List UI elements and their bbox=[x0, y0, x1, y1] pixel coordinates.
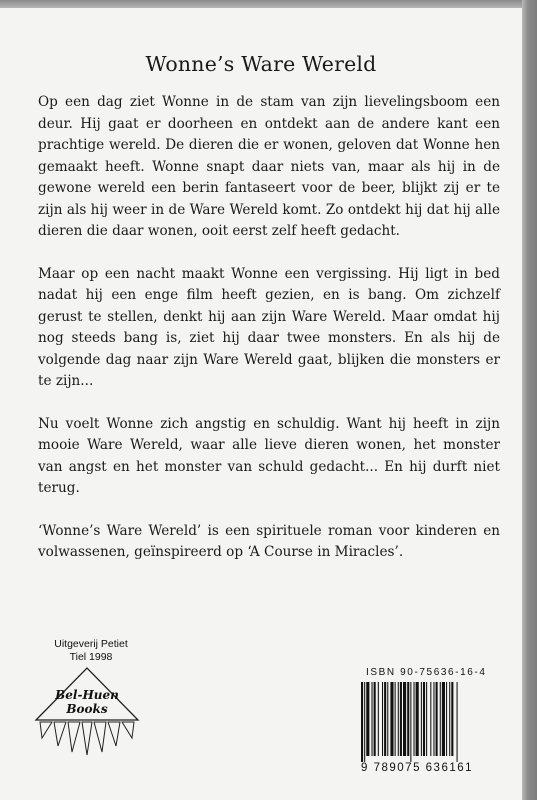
barcode-bar bbox=[407, 682, 409, 756]
blurb-paragraph-1: Op een dag ziet Wonne in de stam van zijn lievelingsboom een deur. Hij gaat er doorheen en ontdekt aan de andere kant een prachtige wereld. De dieren die er wonen, geloven dat Wonne hen gemaakt heeft. Wonne snapt daar niets van, maar als hij in de gewone wereld een berin fantaseert voor de beer, blijkt zij er te zijn als hij weer in de Ware Wereld komt. Zo ontdekt hij dat hij alle dieren die daar wonen, ooit eerst zelf heeft gedacht. bbox=[38, 94, 500, 239]
barcode-bar bbox=[374, 682, 376, 756]
barcode-bar bbox=[403, 682, 406, 756]
barcode-bar bbox=[387, 682, 388, 756]
barcode-bar bbox=[398, 682, 399, 756]
isbn-label: ISBN 90-75636-16-4 bbox=[366, 667, 487, 678]
barcode-bar bbox=[372, 682, 373, 756]
barcode-bar bbox=[416, 682, 419, 756]
barcode-bar bbox=[446, 682, 447, 756]
isbn-barcode bbox=[359, 682, 491, 762]
blurb-text bbox=[38, 92, 500, 585]
barcode-digits: 9 789075 636161 bbox=[361, 762, 474, 774]
publisher-place-year: Tiel 1998 bbox=[69, 651, 113, 663]
barcode-bar bbox=[451, 682, 453, 756]
barcode-bar bbox=[457, 682, 458, 762]
publisher-name: Uitgeverij Petiet bbox=[54, 638, 128, 650]
barcode-bar bbox=[361, 682, 363, 762]
barcode-bar bbox=[433, 682, 434, 756]
barcode-bar bbox=[366, 682, 369, 756]
barcode-bar bbox=[364, 682, 365, 762]
barcode-bar bbox=[390, 682, 393, 756]
barcode-bar bbox=[378, 682, 379, 756]
blurb-paragraph-2: Maar op een nacht maakt Wonne een vergissing. Hij ligt in bed nadat hij een enge film heeft gezien, en is bang. Om zichzelf gerust te stellen, denkt hij aan zijn Ware Wereld. Maar omdat hij nog steeds bang is, ziet hij daar twee monsters. En als hij de volgende dag naar zijn Ware Wereld gaat, blijken die monsters er te zijn... bbox=[38, 265, 500, 389]
barcode-bar bbox=[410, 682, 411, 762]
publisher-logo bbox=[32, 666, 142, 756]
barcode-bar bbox=[414, 682, 415, 756]
barcode-bar bbox=[440, 682, 441, 756]
barcode-bar bbox=[442, 682, 445, 756]
barcode-bar bbox=[384, 682, 386, 756]
logo-rays bbox=[40, 722, 134, 755]
barcode-bar bbox=[382, 682, 383, 756]
blurb-paragraph-3: Nu voelt Wonne zich angstig en schuldig. Want hij heeft in zijn mooie Ware Wereld, waar alle lieve dieren wonen, het monster van angst en het monster van schuld gedacht... En hij durft niet terug. bbox=[38, 415, 500, 496]
publisher-info bbox=[32, 638, 150, 664]
barcode-bar bbox=[449, 682, 450, 756]
book-title: Wonne’s Ware Wereld bbox=[145, 52, 377, 76]
blurb-paragraph-4: ‘Wonne’s Ware Wereld’ is een spirituele roman voor kinderen en volwassenen, geïnspireerd op ‘A Course in Miracles’. bbox=[38, 522, 500, 560]
barcode-bar bbox=[400, 682, 402, 756]
book-spine-edge bbox=[522, 0, 537, 800]
cover-top-edge bbox=[0, 0, 537, 8]
barcode-bar bbox=[421, 682, 422, 756]
logo-line-1: Bel-Huen bbox=[55, 688, 119, 702]
barcode-bar bbox=[395, 682, 396, 756]
barcode-bar bbox=[430, 682, 431, 756]
barcode-bar bbox=[436, 682, 438, 756]
barcode-bar bbox=[426, 682, 427, 756]
logo-line-2: Books bbox=[66, 702, 108, 716]
barcode-bar bbox=[423, 682, 425, 756]
